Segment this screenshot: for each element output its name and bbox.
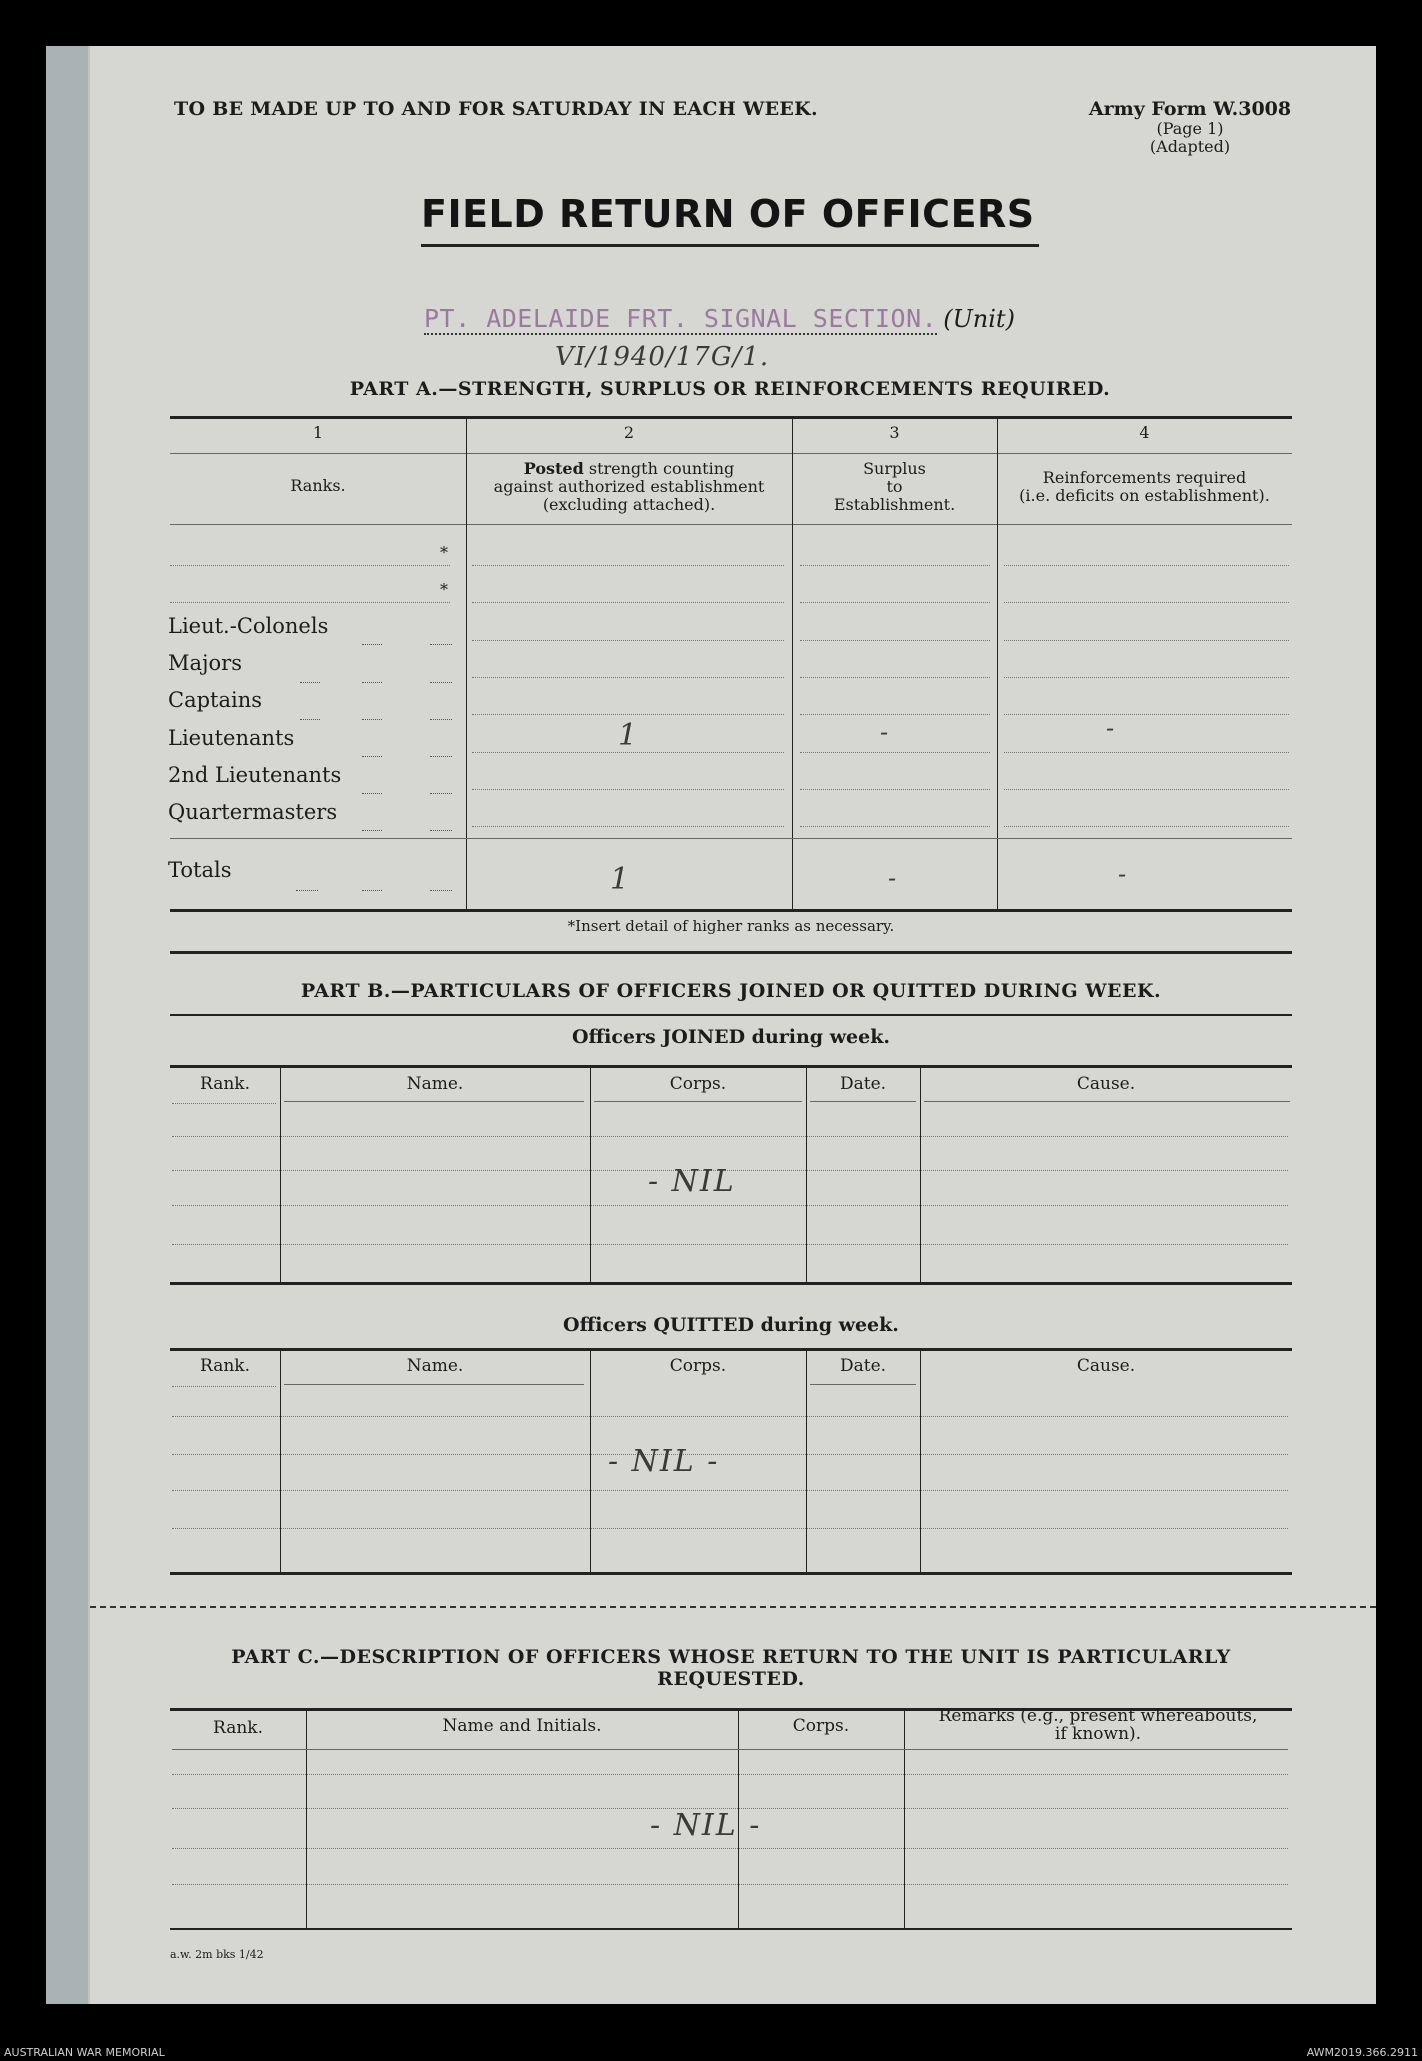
- dot-row: [472, 565, 784, 566]
- posted-rest: strength counting: [583, 459, 735, 478]
- paper-strip-edge: [88, 46, 90, 2004]
- rank-label: Captains: [168, 688, 263, 712]
- part-c-heading: [170, 1646, 1292, 1690]
- quitted-header-rule: [810, 1384, 916, 1385]
- rank-label: Quartermasters: [168, 800, 338, 824]
- dot-row: [172, 1848, 1288, 1849]
- posted-line3: (excluding attached).: [542, 495, 716, 514]
- page-title: FIELD RETURN OF OFFICERS: [421, 192, 1035, 236]
- joined-nil-entry: - NIL: [648, 1164, 736, 1199]
- quitted-nil-entry: - NIL -: [608, 1444, 720, 1479]
- star-marker: *: [440, 580, 448, 599]
- quitted-header-rule: [284, 1384, 584, 1385]
- quitted-col-divider: [280, 1351, 281, 1573]
- unit-stamp: PT. ADELAIDE FRT. SIGNAL SECTION.: [424, 304, 938, 333]
- posted-bold: Posted: [523, 459, 584, 478]
- joined-header-rule: [810, 1101, 916, 1102]
- quitted-bottom-rule: [170, 1572, 1292, 1575]
- dot-row: [172, 1774, 1288, 1775]
- dot-row: [172, 1386, 276, 1387]
- part-a-close-rule: [170, 951, 1292, 954]
- dot-row: [800, 714, 990, 715]
- print-code: a.w. 2m bks 1/42: [170, 1948, 264, 1961]
- joined-col-date: Date.: [839, 1074, 887, 1094]
- dot-row: [172, 1136, 1288, 1137]
- joined-col-name: Name.: [406, 1074, 464, 1094]
- surplus-line2: to: [886, 477, 903, 496]
- surplus-line3: Establishment.: [833, 495, 956, 514]
- part-a-number-rule: [170, 453, 1292, 454]
- form-number: Army Form W.3008: [1088, 98, 1292, 120]
- part-a-top-rule: [170, 416, 1292, 419]
- remarks-line2: if known).: [1054, 1724, 1142, 1744]
- col-number-2: 2: [623, 423, 635, 442]
- quitted-col-divider: [806, 1351, 807, 1573]
- dot-row: [472, 789, 784, 790]
- dot-row: [472, 677, 784, 678]
- quitted-top-rule: [170, 1348, 1292, 1351]
- part-c-col-corps: Corps.: [792, 1716, 850, 1736]
- dot-row: [800, 677, 990, 678]
- rank-label: Majors: [168, 651, 242, 675]
- totals-surplus-value: -: [888, 864, 897, 892]
- dot-row: [472, 826, 784, 827]
- joined-col-divider: [280, 1068, 281, 1282]
- joined-header-rule: [924, 1101, 1290, 1102]
- rank-label: 2nd Lieutenants: [168, 763, 342, 787]
- quitted-col-name: Name.: [406, 1356, 464, 1376]
- totals-reinforcements-value: -: [1118, 860, 1127, 888]
- quitted-heading: Officers QUITTED during week.: [563, 1314, 899, 1336]
- dot-row: [800, 789, 990, 790]
- form-adapted: (Adapted): [1149, 137, 1231, 156]
- col-header-ranks: Ranks.: [290, 476, 346, 495]
- part-c-heading-line2: REQUESTED.: [657, 1668, 805, 1690]
- joined-header-rule: [594, 1101, 802, 1102]
- form-number-block: [1060, 98, 1320, 156]
- joined-top-rule: [170, 1065, 1292, 1068]
- quitted-col-divider: [590, 1351, 591, 1573]
- archive-caption-left: AUSTRALIAN WAR MEMORIAL: [4, 2046, 165, 2059]
- joined-col-divider: [590, 1068, 591, 1282]
- dot-row: [170, 565, 450, 566]
- part-c-nil-entry: - NIL -: [650, 1808, 762, 1843]
- part-a-footnote: *Insert detail of higher ranks as necessary.: [567, 917, 895, 935]
- quitted-col-date: Date.: [839, 1356, 887, 1376]
- part-a-header-rule: [170, 524, 1292, 525]
- dot-row: [800, 602, 990, 603]
- part-a-heading: PART A.—STRENGTH, SURPLUS OR REINFORCEMENTS REQUIRED.: [349, 378, 1111, 400]
- surplus-line1: Surplus: [863, 459, 926, 478]
- star-marker: *: [440, 543, 448, 562]
- unit-line: [424, 304, 1015, 333]
- dot-row: [1004, 826, 1289, 827]
- totals-rule: [170, 838, 1292, 839]
- dot-row: [172, 1103, 276, 1104]
- reinf-line2: (i.e. deficits on establishment).: [1019, 486, 1270, 505]
- part-b-rule: [170, 1014, 1292, 1016]
- form-page: (Page 1): [1156, 119, 1224, 138]
- posted-line2: against authorized establishment: [493, 477, 765, 496]
- handwritten-reference: VI/1940/17G/1.: [555, 342, 770, 372]
- dot-row: [1004, 677, 1289, 678]
- part-c-header-rule: [172, 1749, 1288, 1750]
- joined-bottom-rule: [170, 1282, 1292, 1285]
- col-number-1: 1: [312, 423, 324, 442]
- joined-col-divider: [806, 1068, 807, 1282]
- col-header-reinforcements: [997, 469, 1292, 505]
- rank-label: Lieutenants: [168, 726, 295, 750]
- part-c-col-divider: [904, 1711, 905, 1930]
- part-c-col-remarks: [904, 1707, 1292, 1743]
- part-c-bottom-rule: [170, 1928, 1292, 1930]
- dot-row: [172, 1884, 1288, 1885]
- perforation-line: [90, 1606, 1376, 1608]
- part-c-col-divider: [306, 1711, 307, 1930]
- col-header-surplus: [792, 460, 997, 514]
- quitted-col-divider: [920, 1351, 921, 1573]
- rank-label: Lieut.-Colonels: [168, 614, 329, 638]
- dot-row: [172, 1416, 1288, 1417]
- dot-row: [1004, 640, 1289, 641]
- dot-row: [172, 1244, 1288, 1245]
- lieutenants-reinforcements-value: -: [1106, 714, 1115, 742]
- dot-row: [170, 602, 450, 603]
- form-instruction: TO BE MADE UP TO AND FOR SATURDAY IN EACH WEEK.: [174, 98, 818, 120]
- archive-caption-right: AWM2019.366.2911: [1306, 2046, 1418, 2059]
- joined-header-rule: [284, 1101, 584, 1102]
- unit-label: (Unit): [943, 305, 1015, 333]
- dot-row: [1004, 602, 1289, 603]
- joined-col-divider: [920, 1068, 921, 1282]
- remarks-line1: Remarks (e.g., present whereabouts,: [938, 1706, 1258, 1726]
- dot-row: [1004, 714, 1289, 715]
- dot-row: [800, 826, 990, 827]
- title-underline: [421, 244, 1039, 247]
- col-header-posted: [466, 460, 792, 514]
- dot-row: [1004, 565, 1289, 566]
- joined-col-rank: Rank.: [200, 1074, 250, 1094]
- quitted-col-rank: Rank.: [200, 1356, 250, 1376]
- dot-row: [800, 752, 990, 753]
- dot-row: [1004, 752, 1289, 753]
- joined-col-corps: Corps.: [669, 1074, 727, 1094]
- lieutenants-posted-value: 1: [618, 718, 638, 753]
- paper-binding-strip: [46, 46, 90, 2004]
- lieutenants-surplus-value: -: [880, 718, 889, 746]
- dot-row: [1004, 789, 1289, 790]
- reinf-line1: Reinforcements required: [1042, 468, 1247, 487]
- dot-row: [172, 1528, 1288, 1529]
- dot-row: [472, 640, 784, 641]
- col-number-3: 3: [889, 423, 900, 442]
- col-number-4: 4: [1139, 423, 1150, 442]
- part-c-col-rank: Rank.: [213, 1718, 263, 1738]
- dot-row: [800, 640, 990, 641]
- part-b-heading: PART B.—PARTICULARS OF OFFICERS JOINED OR QUITTED DURING WEEK.: [300, 980, 1162, 1002]
- dot-row: [472, 714, 784, 715]
- quitted-col-corps: Corps.: [669, 1356, 727, 1376]
- joined-heading: Officers JOINED during week.: [571, 1026, 891, 1048]
- dot-row: [800, 565, 990, 566]
- totals-label: Totals: [168, 858, 232, 882]
- dot-row: [172, 1454, 1288, 1455]
- quitted-col-cause: Cause.: [1076, 1356, 1136, 1376]
- dot-row: [172, 1490, 1288, 1491]
- dot-row: [172, 1205, 1288, 1206]
- totals-posted-value: 1: [610, 862, 630, 897]
- part-a-bottom-rule: [170, 909, 1292, 912]
- joined-col-cause: Cause.: [1076, 1074, 1136, 1094]
- part-c-heading-line1: PART C.—DESCRIPTION OF OFFICERS WHOSE RETURN TO THE UNIT IS PARTICULARLY: [231, 1646, 1231, 1668]
- part-c-col-name: Name and Initials.: [442, 1716, 602, 1736]
- dot-row: [472, 602, 784, 603]
